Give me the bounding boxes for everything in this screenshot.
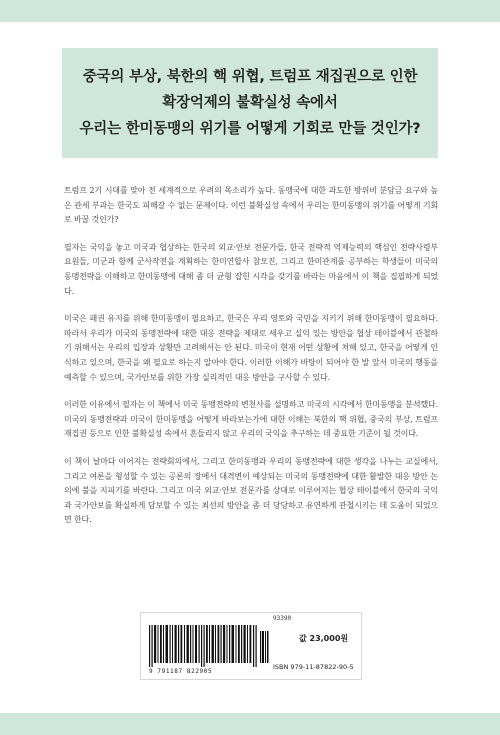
bottom-color-band [0, 713, 500, 735]
barcode-digits: 9 791187 822905 [149, 668, 213, 675]
headline-line-1: 중국의 부상, 북한의 핵 위협, 트럼프 재집권으로 인한 [82, 69, 418, 85]
price-label: 값 23,000원 [299, 634, 349, 643]
barcode-area [140, 612, 362, 680]
barcode-icon [149, 619, 269, 667]
paragraph-1: 트럼프 2기 시대를 맞아 전 세계적으로 우려의 목소리가 높다. 동맹국에 대한 과도한 방위비 분담금 요구와 높은 관세 부과는 한국도 피해갈 수 없는 문제이다. 이런 불확실성 속에서 우리는 한미동맹의 위기를 어떻게 기회로 바꿀 것인가? [64, 186, 438, 225]
paragraph-5: 이 책이 날마다 이어지는 전략회의에서, 그리고 한미동맹과 우리의 동맹전략에 대한 생각을 나누는 교실에서, 그리고 여론을 형성할 수 있는 공론의 장에서 대격변이 예상되는 미국의 동맹전략에 대한 활발한 대응 방안 논의에 불을 지피기를 바란다. 그리고 미국 외교·안보 전문가를 상대로 이루어지는 협상 테이블에서 한국의 국익과 국가안보를 확실하게 담보할 수 있는 최선의 방안을 좀 더 당당하고 유연하게 관철시키는 데 도움이 되었으면 한다. [64, 456, 438, 525]
paragraph-3: 미국은 패권 유지를 위해 한미동맹이 필요하고, 한국은 우리 영토와 국민을 지키기 위해 한미동맹이 필요하다. 따라서 우리가 미국의 동맹전략에 대한 대응 전략을 제대로 세우고 실익 있는 방안을 협상 테이블에서 관철하기 위해서는 우리의 입장과 상황만 고려해서는 안 된다. 미국이 현재 어떤 상황에 처해 있고, 한국을 어떻게 인식하고 있으며, 한국을 왜 필요로 하는지 알아야 한다. 이러한 이해가 바탕이 되어야 한 발 앞서 미국의 행동을 예측할 수 있으며, 국가안보를 위한 가장 실리적인 대응 방안을 구사할 수 있다. [64, 314, 438, 382]
barcode-addon-code: 93390 [273, 615, 292, 622]
headline-box [62, 48, 438, 158]
paragraph-4: 이러한 이유에서 필자는 이 책에서 미국 동맹전략의 변천사를 설명하고 미국의 시각에서 한미동맹을 분석했다. 미국의 동맹전략과 미국이 한미동맹을 어떻게 바라보는가에 대한 이해는 북한의 핵 위협, 중국의 부상, 트럼프 재집권 등으로 인한 불확실성 속에서 흔들리지 않고 우리의 국익을 추구하는 데 중요한 기준이 될 것이다. [64, 400, 438, 439]
headline-line-3: 우리는 한미동맹의 위기를 어떻게 기회로 만들 것인가? [79, 121, 421, 137]
body-text [64, 184, 438, 541]
paragraph-2: 필자는 국익을 놓고 미국과 협상하는 한국의 외교·안보 전문가들, 한국 전략적 억제능력의 핵심인 전략사령부 요원들, 미군과 함께 군사작전을 계획하는 한미연합사 참모진, 그리고 한미관계를 공부하는 학생들이 미국의 동맹전략을 이해하고 한미동맹에 대해 좀 더 균형 잡힌 시각을 갖기를 바라는 마음에서 이 책을 집필하게 되었다. [64, 242, 438, 296]
top-color-band [0, 0, 500, 22]
headline-line-2: 확장억제의 불확실성 속에서 [162, 95, 338, 111]
isbn-label: ISBN 979-11-87822-90-5 [273, 663, 354, 671]
